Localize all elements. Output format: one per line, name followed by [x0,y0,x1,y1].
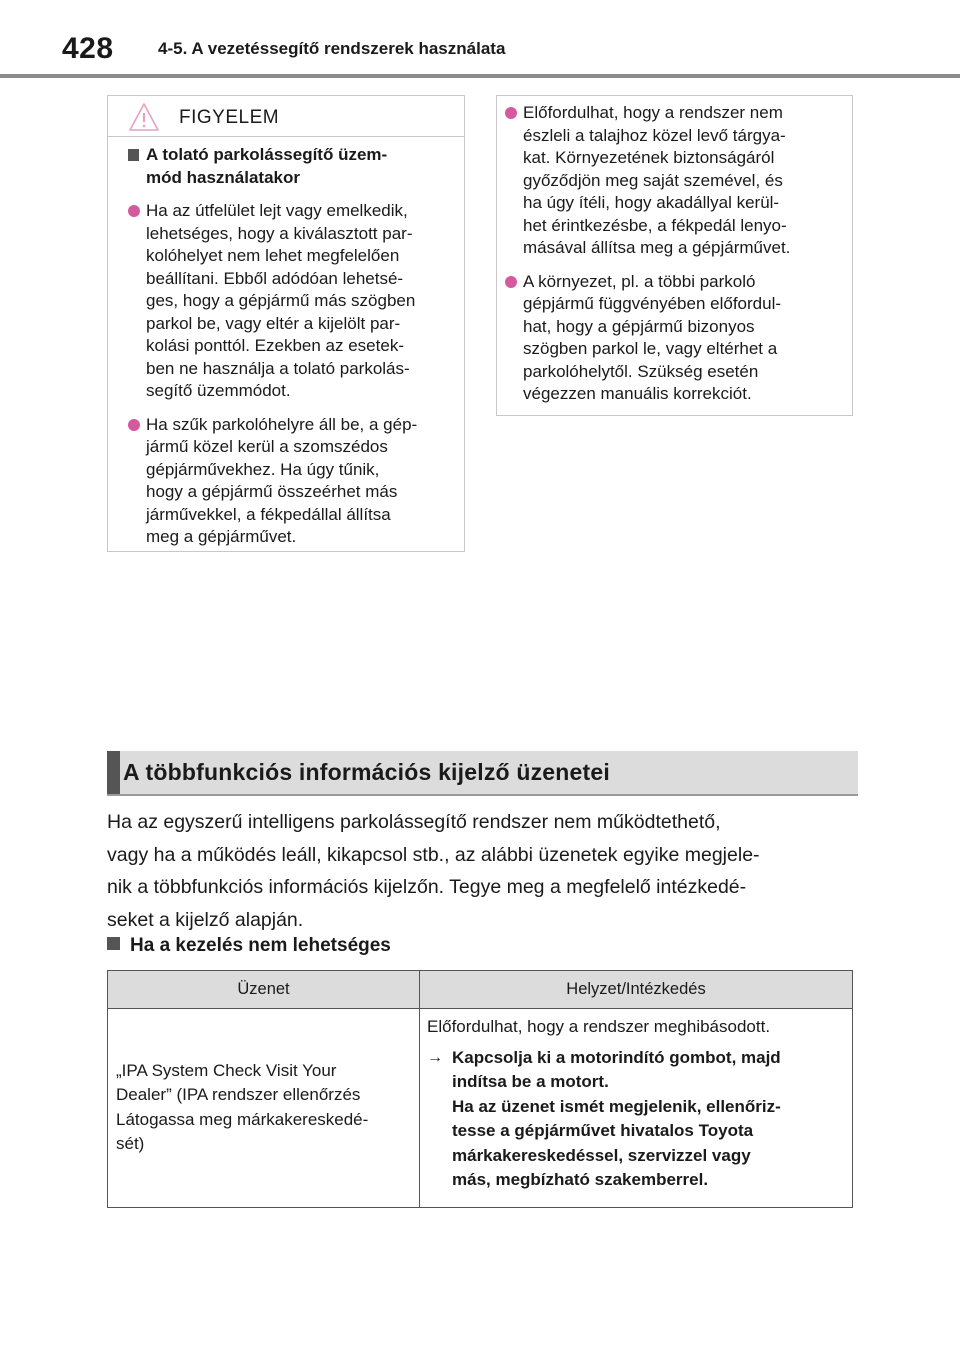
text-line: másával állítsa meg a gépjárművet. [523,238,791,257]
band-accent-bar [107,751,120,794]
warning-header [108,96,464,137]
text-line: het érintkezésbe, a fékpedál lenyo- [523,215,787,235]
table-row [108,1009,853,1208]
action-line: Ha az üzenet ismét megjelenik, ellenőriz- [452,1096,781,1116]
text-line: észleli a talajhoz közel levő tárgya- [523,125,786,145]
warning-bullet-environment [505,271,842,406]
text-line: Ha az útfelület lejt vagy emelkedik, [146,201,408,220]
column-header-message: Üzenet [108,971,420,1009]
warning-bullet-slope [128,200,454,403]
square-bullet-icon [107,937,120,950]
intro-line: seket a kijelző alapján. [107,908,304,931]
warning-heading-line: A tolató parkolássegítő üzem- [146,145,388,164]
action-item [427,1046,842,1193]
column-header-situation: Helyzet/Intézkedés [420,971,853,1009]
text-line: A környezet, pl. a többi parkoló [523,271,756,291]
round-bullet-icon [505,107,517,119]
text-line: gépjárművekhez. Ha úgy tűnik, [146,459,380,479]
text-line: kolási ponttól. Ezekben az esetek- [146,336,404,355]
text-line: hogy a gépjármű összeérhet más [146,482,398,501]
text-line: ha úgy ítéli, hogy akadállyal kerül- [523,193,780,212]
round-bullet-icon [128,419,140,431]
message-line: „IPA System Check Visit Your [116,1060,337,1080]
text-line: Ha szűk parkolóhelyre áll be, a gép- [146,414,418,434]
header-divider [0,74,960,78]
action-line: Kapcsolja ki a motorindító gombot, majd [452,1047,781,1067]
text-line: végezzen manuális korrekciót. [523,384,752,403]
text-line: lehetséges, hogy a kiválasztott par- [146,223,413,243]
warning-bullet-low-objects [505,102,842,260]
warning-bullet-narrow-space [128,414,454,549]
intro-line: nik a többfunkciós információs kijelzőn. Tegye meg a megfelelő intézkedé- [107,876,747,898]
section-heading: A többfunkciós információs kijelző üzenetei [123,759,610,785]
intro-line: vagy ha a működés leáll, kikapcsol stb., az alábbi üzenetek egyike megjele- [107,843,760,866]
text-line: kolóhelyet nem lehet megfelelően [146,246,400,265]
message-line: sét) [116,1134,145,1154]
text-line: győződjön meg saját szemével, és [523,170,783,190]
warning-heading-line: mód használatakor [146,167,300,187]
warning-heading [128,144,454,189]
square-bullet-icon [128,149,139,161]
action-text [452,1046,781,1193]
section-heading-band [107,751,858,796]
text-line: jármű közel kerül a szomszédos [146,437,388,456]
chapter-title: 4-5. A vezetéssegítő rendszerek használata [158,39,506,58]
action-line: más, megbízható szakemberrel. [452,1170,709,1189]
warning-box [107,95,465,552]
text-line: járművekkel, a fékpedállal állítsa [146,504,391,524]
text-line: kat. Környezetének biztonságáról [523,148,775,167]
action-line: tesse a gépjárművet hivatalos Toyota [452,1121,754,1140]
round-bullet-icon [505,276,517,288]
warning-triangle-icon [128,102,160,132]
text-line: ges, hogy a gépjármű más szögben [146,291,416,310]
warning-body [108,137,464,549]
intro-paragraph [107,806,867,936]
text-line: szögben parkol le, vagy eltérhet a [523,339,778,358]
action-line: márkakereskedéssel, szervizzel vagy [452,1145,751,1165]
intro-line: Ha az egyszerű intelligens parkolássegítő rendszer nem működtethető, [107,811,721,833]
round-bullet-icon [128,205,140,217]
text-line: parkol be, vagy eltér a kijelölt par- [146,313,401,333]
message-table [107,970,853,1208]
subheading [107,935,391,957]
page-number: 428 [62,32,114,65]
arrow-right-icon: → [427,1048,443,1066]
message-line: Dealer” (IPA rendszer ellenőrzés [116,1085,361,1105]
text-line: meg a gépjárművet. [146,527,297,546]
situation-cell [420,1009,853,1208]
text-line: Előfordulhat, hogy a rendszer nem [523,103,783,122]
warning-continuation-box [496,95,853,416]
text-line: hat, hogy a gépjármű bizonyos [523,316,755,336]
situation-text: Előfordulhat, hogy a rendszer meghibásodott. [427,1017,771,1036]
action-line: indítsa be a motort. [452,1072,609,1091]
text-line: ben ne használja a tolató parkolás- [146,358,410,378]
text-line: beállítani. Ebből adódóan lehetsé- [146,268,404,288]
text-line: segítő üzemmódot. [146,381,291,400]
page-header [0,0,960,80]
table-header-row [108,971,853,1009]
warning-title: FIGYELEM [179,107,280,128]
message-cell [108,1009,420,1208]
message-line: Látogassa meg márkakereskedé- [116,1109,369,1129]
text-line: gépjármű függvényében előfordul- [523,294,782,313]
text-line: parkolóhelytől. Szükség esetén [523,361,759,381]
subheading-text: Ha a kezelés nem lehetséges [130,935,391,956]
